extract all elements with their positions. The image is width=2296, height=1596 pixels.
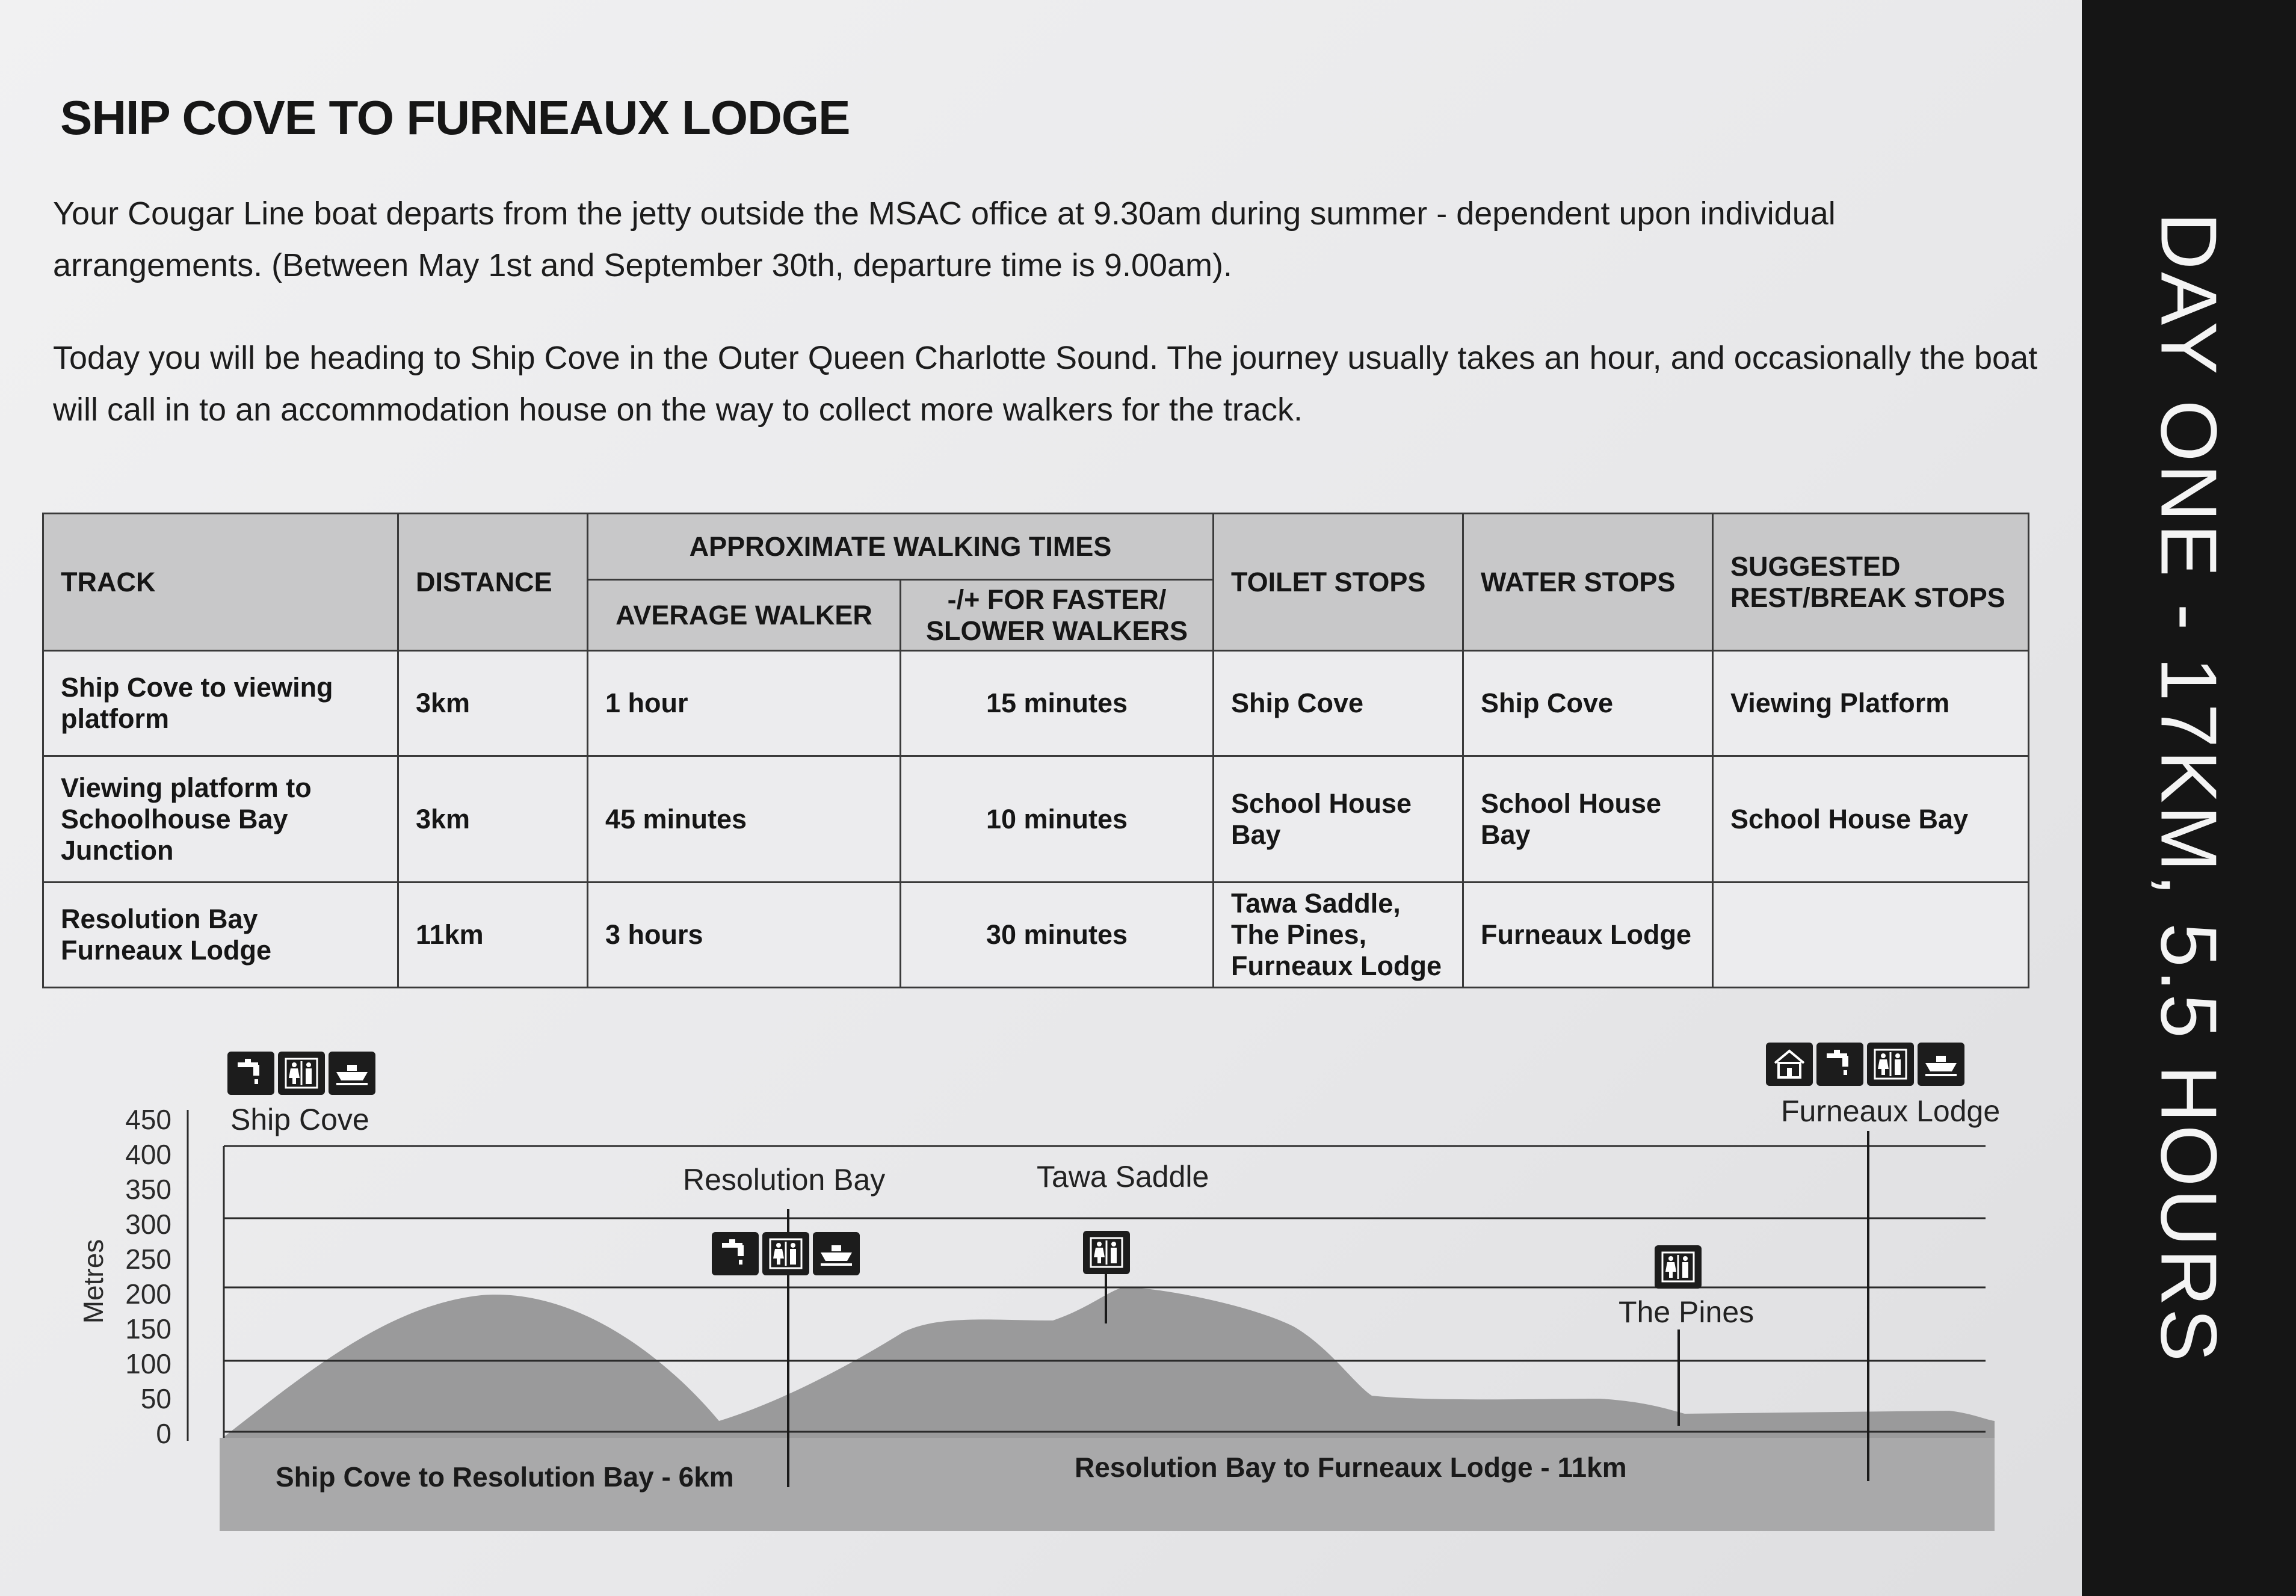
toilet-icon <box>762 1232 809 1275</box>
cell-distance: 3km <box>398 756 588 883</box>
y-tick: 50 <box>140 1383 171 1414</box>
header-toilet-stops: TOILET STOPS <box>1214 514 1463 651</box>
cell-variance: 30 minutes <box>901 883 1214 988</box>
header-faster-slower: -/+ FOR FASTER/ SLOWER WALKERS <box>901 580 1214 651</box>
y-tick: 300 <box>125 1209 171 1240</box>
boat-icon <box>813 1232 860 1275</box>
header-rest-stops: SUGGESTED REST/BREAK STOPS <box>1713 514 2029 651</box>
place-furneaux-lodge: Furneaux Lodge <box>1781 1094 2001 1128</box>
toilet-icon <box>1867 1043 1914 1086</box>
water-tap-icon <box>1816 1043 1863 1086</box>
header-average-walker: AVERAGE WALKER <box>588 580 901 651</box>
cell-water: Furneaux Lodge <box>1463 883 1713 988</box>
toilet-icon <box>1655 1245 1702 1289</box>
header-approximate-walking-times: APPROXIMATE WALKING TIMES <box>588 514 1214 580</box>
cell-track: Resolution Bay Furneaux Lodge <box>43 883 398 988</box>
place-resolution-bay: Resolution Bay <box>683 1163 886 1197</box>
y-tick: 450 <box>125 1104 171 1135</box>
y-tick: 200 <box>125 1278 171 1310</box>
cell-variance: 10 minutes <box>901 756 1214 883</box>
intro-paragraph-departure: Your Cougar Line boat departs from the jetty outside the MSAC office at 9.30am during summer - dependent upon individual arrangements. (Between May 1st and September 30th, departure time is 9.00am). <box>53 196 1836 283</box>
cell-rest: Viewing Platform <box>1713 651 2029 756</box>
header-track: TRACK <box>43 514 398 651</box>
cell-toilet: Tawa Saddle, The Pines, Furneaux Lodge <box>1214 883 1463 988</box>
section-label-ship-cove-resolution-bay: Ship Cove to Resolution Bay - 6km <box>276 1461 734 1493</box>
place-tawa-saddle: Tawa Saddle <box>1037 1160 1209 1194</box>
y-tick: 0 <box>156 1418 171 1449</box>
cell-distance: 11km <box>398 883 588 988</box>
cell-water: School House Bay <box>1463 756 1713 883</box>
cell-variance: 15 minutes <box>901 651 1214 756</box>
place-the-pines: The Pines <box>1619 1295 1754 1329</box>
cell-distance: 3km <box>398 651 588 756</box>
toilet-icon <box>278 1052 325 1095</box>
ship-cove-facility-icons <box>227 1052 375 1095</box>
cell-toilet: School House Bay <box>1214 756 1463 883</box>
cell-average: 45 minutes <box>588 756 901 883</box>
lodge-icon <box>1766 1043 1813 1086</box>
y-tick: 150 <box>125 1313 171 1345</box>
cell-track: Ship Cove to viewing platform <box>43 651 398 756</box>
cell-rest: School House Bay <box>1713 756 2029 883</box>
water-tap-icon <box>227 1052 274 1095</box>
place-ship-cove: Ship Cove <box>230 1103 369 1136</box>
y-axis-label: Metres <box>78 1239 109 1324</box>
tawa-saddle-facility-icons <box>1083 1231 1130 1274</box>
day-summary-label: DAY ONE - 17KM, 5.5 HOURS <box>2144 212 2233 1364</box>
furneaux-lodge-facility-icons <box>1766 1043 1964 1086</box>
cell-water: Ship Cove <box>1463 651 1713 756</box>
header-distance: DISTANCE <box>398 514 588 651</box>
cell-average: 1 hour <box>588 651 901 756</box>
header-water-stops: WATER STOPS <box>1463 514 1713 651</box>
section-label-resolution-bay-furneaux-lodge: Resolution Bay to Furneaux Lodge - 11km <box>1075 1452 1627 1483</box>
toilet-icon <box>1083 1231 1130 1274</box>
boat-icon <box>1918 1043 1964 1086</box>
resolution-bay-facility-icons <box>712 1232 860 1275</box>
cell-track: Viewing platform to Schoolhouse Bay Junction <box>43 756 398 883</box>
cell-toilet: Ship Cove <box>1214 651 1463 756</box>
intro-paragraph-journey: Today you will be heading to Ship Cove in the Outer Queen Charlotte Sound. The journey usually takes an hour, and occasionally the boat will call in to an accommodation house on the way to collect more walkers for the track. <box>53 340 2038 428</box>
cell-average: 3 hours <box>588 883 901 988</box>
the-pines-facility-icons <box>1655 1245 1702 1289</box>
water-tap-icon <box>712 1232 759 1275</box>
y-tick: 350 <box>125 1174 171 1205</box>
y-tick: 400 <box>125 1139 171 1170</box>
boat-icon <box>329 1052 375 1095</box>
y-tick: 100 <box>125 1348 171 1379</box>
page-title: SHIP COVE TO FURNEAUX LODGE <box>60 91 850 144</box>
day-sidebar <box>2082 0 2296 1596</box>
y-tick: 250 <box>125 1243 171 1275</box>
